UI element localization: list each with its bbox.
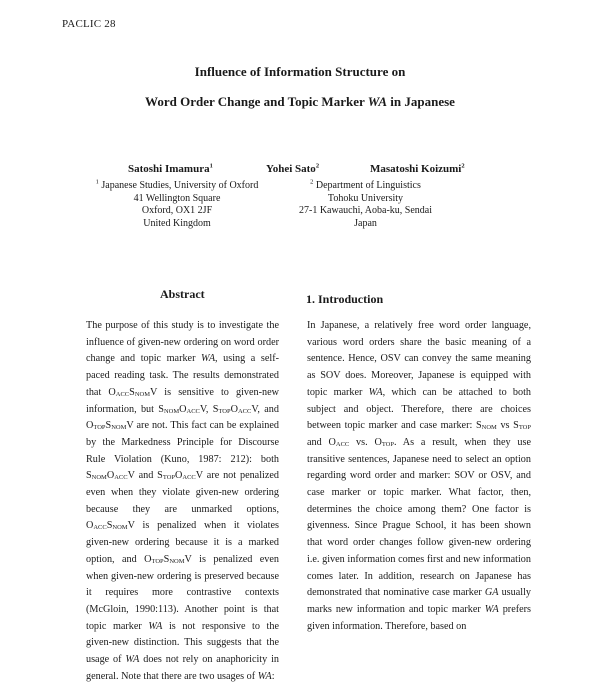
introduction-body: In Japanese, a relatively free word order language, various word orders share the basic meaning of a sentence. Hence, OSV can convey the same meaning as SOV does. Moreover, Japanese is equipped with topic marker WA, which can be attached to both subject and object. Therefore, there are choices between topic marker and case marker: $S_{NOM}$ vs $S_{TOP}$ and $O_{ACC}$ vs. $O_{TOP}$. As a result, when they use transitive sentences, Japanese need to select an option regarding word order and marker: SOV or OSV, and case marker or topic marker. What factor, then, determines the choice among them? One factor is givenness. Since Prague School, it has been shown that word order changes follow given-new ordering i.e. given information comes first and new information comes later. In addition, research on Japanese has demonstrated that nominative case marker GA usually marks new information and topic marker WA prefers given information. Therefore, based on (307, 320, 531, 632)
affiliation-1: $^1$ Japanese Studies, University of Oxford 41 Wellington Square Oxford, OX1 2JF United Kingdom (95, 178, 259, 229)
affiliation-2: $^2$ Department of Linguistics Tohoku University 27-1 Kawauchi, Aoba-ku, Sendai Japan (298, 178, 433, 229)
author-3: Masatoshi Koizumi$^2$ (370, 162, 465, 175)
title-line-2-prefix: Word Order Change and Topic Marker (145, 94, 368, 109)
title-line-1: Influence of Information Structure on (194, 64, 406, 79)
author-1: Satoshi Imamura$^1$ (128, 162, 213, 175)
conference-header: PACLIC 28 (62, 18, 116, 30)
author-2: Yohei Sato$^2$ (266, 162, 320, 175)
title-line-2-suffix: in Japanese (387, 94, 455, 109)
title-line-2 (0, 94, 600, 110)
abstract-body: The purpose of this study is to investigate the influence of given-new ordering on word order change and topic marker WA, using a self-paced reading task. The results demonstrated that $O_{ACC}S_{NOM}V$ is sensitive to given-new information, but $S_{NOM}O_{ACC}V$, $S_{TOP}O_{ACC}V$, and $O_{TOP}S_{NOM}V$ are not. This fact can be explained by the Markedness Principle for Discourse Rule Violation (Kuno, 1987: 212): both $S_{NOM}O_{ACC}V$ and $S_{TOP}O_{ACC}V$ are not penalized even when they violate given-new ordering because they are unmarked options, $O_{ACC}S_{NOM}V$ is penalized when it violates given-new ordering because it is a marked option, and $O_{TOP}S_{NOM}V$ is penalized even when given-new ordering is preserved because it requires more contrastive contexts (McGloin, 1990:113). Another point is that topic marker WA is not responsive to the given-new distinction. This suggests that the usage of WA does not rely on anaphoricity in general. Note that there are two usages of WA: (86, 320, 280, 682)
title-line-2-italic: WA (367, 94, 388, 109)
abstract-heading: Abstract (160, 287, 205, 301)
introduction-heading: 1. Introduction (306, 292, 384, 306)
